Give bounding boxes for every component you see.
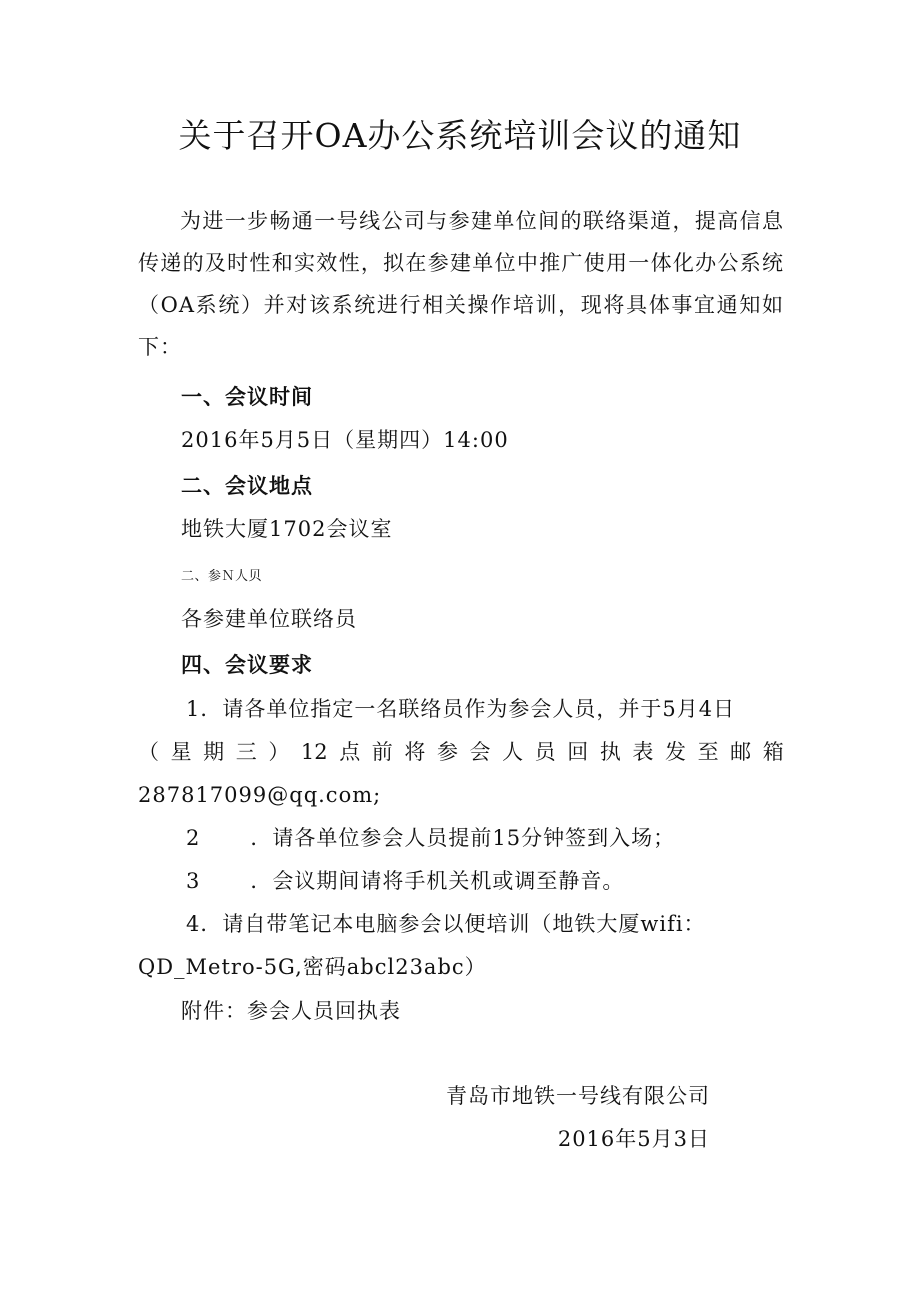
meeting-location: 地铁大厦1702会议室 — [181, 517, 393, 541]
requirement-item-1-line-2 — [138, 731, 784, 773]
meeting-participants: 各参建单位联络员 — [181, 607, 357, 631]
document-title: 关于召开OA办公系统培训会议的通知 — [178, 116, 742, 155]
requirement-item-2-number: 2 — [186, 826, 201, 850]
requirement-item-4-text: ．请自带笔记本电脑参会以便培训（地铁大厦wifi： — [200, 912, 706, 936]
issue-date: 2016年5月3日 — [557, 1127, 710, 1151]
line-char: 人 — [502, 740, 524, 764]
line-char: 将 — [404, 740, 426, 764]
intro-text: 为进一步畅通一号线公司与参建单位间的联络渠道，提高信息传递的及时性和实效性，拟在参建单位中推广使用一体化办公系统（OA系统）并对该系统进行相关操作培训，现将具体事宜通知如下： — [138, 209, 784, 359]
intro-paragraph — [138, 200, 784, 368]
line-char: 箱 — [762, 740, 784, 764]
section-heading-requirements: 四、会议要求 — [181, 653, 313, 677]
line-char: 参 — [436, 740, 458, 764]
line-char: 发 — [664, 740, 686, 764]
meeting-time: 2016年5月5日（星期四）14:00 — [181, 428, 509, 452]
line-char: 12 — [300, 740, 328, 764]
requirement-item-2 — [186, 817, 675, 859]
issuer-name: 青岛市地铁一号线有限公司 — [446, 1084, 710, 1108]
line-char: 会 — [469, 740, 491, 764]
section-heading-participants: 二、参Ｎ人贝 — [181, 569, 263, 584]
requirement-item-2-text: ．请各单位参会人员提前15分钟签到入场； — [250, 826, 676, 850]
requirement-item-1-text: ．请各单位指定一名联络员作为参会人员，并于5月4日 — [200, 697, 736, 721]
line-char: 员 — [534, 740, 556, 764]
line-char: 三 — [235, 740, 257, 764]
section-heading-location: 二、会议地点 — [181, 474, 313, 498]
requirement-item-1-line-3: 287817099@qq.com; — [138, 783, 382, 807]
line-char: 星 — [170, 740, 192, 764]
attachment-note: 附件：参会人员回执表 — [181, 999, 401, 1023]
line-char: 表 — [632, 740, 654, 764]
line-char: 至 — [697, 740, 719, 764]
line-char: 邮 — [730, 740, 752, 764]
requirement-item-4-number: 4 — [186, 912, 201, 936]
line-char: 执 — [599, 740, 621, 764]
requirement-item-3-number: 3 — [186, 869, 201, 893]
requirement-item-1-number: 1 — [186, 697, 201, 721]
line-char: （ — [138, 740, 159, 764]
requirement-item-3 — [186, 860, 624, 902]
line-char: 期 — [203, 740, 225, 764]
line-char: 点 — [339, 740, 361, 764]
line-char: ） — [268, 740, 290, 764]
requirement-item-4-line-2: QD_Metro-5G,密码abcl23abc） — [138, 955, 487, 979]
requirement-item-3-text: ．会议期间请将手机关机或调至静音。 — [250, 869, 625, 893]
section-heading-time: 一、会议时间 — [181, 385, 313, 409]
line-char: 回 — [567, 740, 589, 764]
line-char: 前 — [371, 740, 393, 764]
requirement-item-4-line-1 — [186, 903, 706, 945]
requirement-item-1-line-1 — [186, 688, 735, 730]
